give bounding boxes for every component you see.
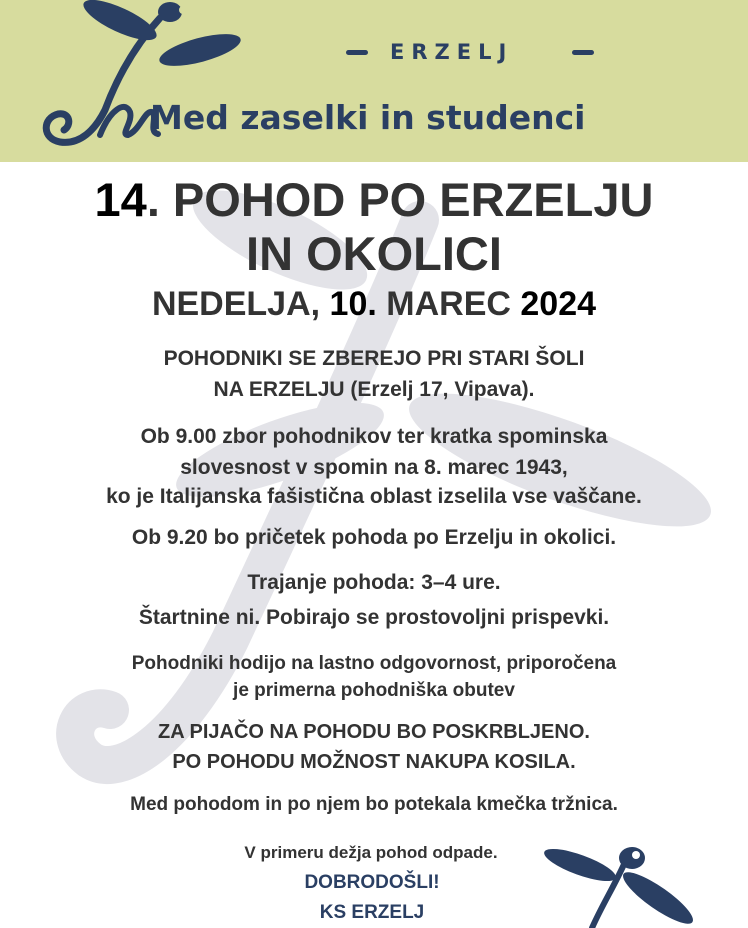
- welcome-text: DOBRODOŠLI!: [304, 872, 440, 893]
- dragonfly-logo-icon: [0, 0, 748, 162]
- start-info: Ob 9.20 bo pričetek pohoda po Erzelju in okolici.: [131, 526, 617, 549]
- meeting-line1: POHODNIKI SE ZBEREJO PRI STARI ŠOLI: [163, 347, 585, 370]
- event-title-line2: IN OKOLICI: [246, 227, 502, 280]
- ceremony-line2: slovesnost v spomin na 8. marec 1943,: [180, 456, 568, 479]
- meeting-line2: NA ERZELJU (Erzelj 17, Vipava).: [213, 378, 535, 401]
- ceremony-line1: Ob 9.00 zbor pohodnikov ter kratka spominska: [140, 425, 608, 448]
- event-number: 14: [94, 173, 147, 226]
- event-title-line1: [0, 172, 748, 227]
- event-date: [0, 285, 748, 324]
- duration-info: Trajanje pohoda: 3–4 ure.: [247, 571, 501, 594]
- date-year: 2024: [520, 285, 597, 323]
- responsibility-line2: je primerna pohodniška obutev: [233, 680, 515, 701]
- date-month: MAREC: [386, 285, 511, 323]
- decorative-dash-right: [572, 50, 594, 55]
- responsibility-line1: Pohodniki hodijo na lastno odgovornost, priporočena: [131, 653, 617, 674]
- market-info: Med pohodom in po njem bo potekala kmečka tržnica.: [130, 794, 618, 815]
- event-title-rest: . POHOD PO ERZELJU: [146, 173, 654, 226]
- ceremony-line3: ko je Italijanska fašistična oblast izselila vse vaščane.: [106, 485, 642, 508]
- dragonfly-small-icon: [540, 840, 700, 928]
- rain-text: V primeru dežja pohod odpade.: [244, 843, 498, 862]
- decorative-dash-left: [346, 50, 368, 55]
- header-banner: [0, 0, 748, 162]
- fee-info: Štartnine ni. Pobirajo se prostovoljni prispevki.: [138, 606, 610, 629]
- date-prefix: NEDELJA,: [151, 285, 321, 323]
- date-day: 10.: [329, 285, 377, 323]
- header-title: Med zaselki in studenci: [150, 98, 586, 137]
- drinks-info: ZA PIJAČO NA POHODU BO POSKRBLJENO.: [158, 721, 590, 743]
- organizer-text: KS ERZELJ: [319, 902, 425, 923]
- lunch-info: PO POHODU MOŽNOST NAKUPA KOSILA.: [172, 751, 576, 773]
- header-subtitle: ERZELJ: [390, 40, 514, 64]
